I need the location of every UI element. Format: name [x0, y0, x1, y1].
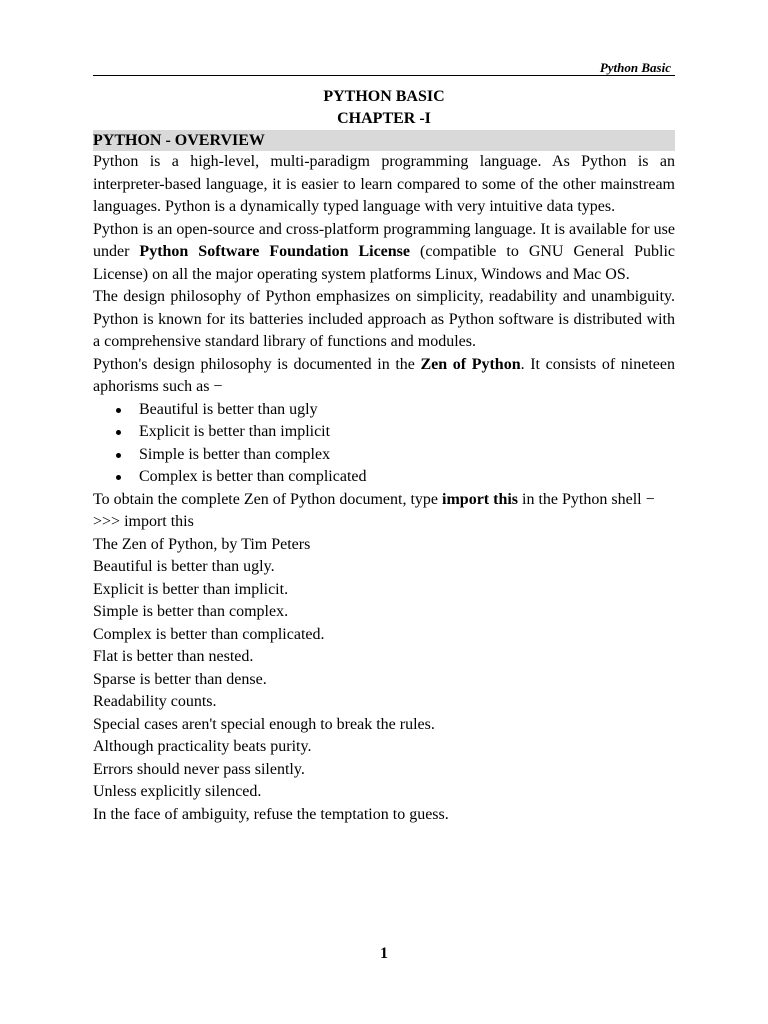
document-title: PYTHON BASIC [323, 88, 445, 105]
zen-line: Unless explicitly silenced. [93, 783, 262, 800]
zen-listing [93, 511, 675, 826]
list-item [139, 399, 675, 422]
zen-line: Special cases aren't special enough to break the rules. [93, 715, 435, 733]
bold-term: import this [442, 490, 519, 508]
zen-line: Flat is better than nested. [93, 648, 254, 665]
paragraph-intro: Python is a high-level, multi-paradigm programming language. As Python is an interpreter-based language, it is easier to learn compared to some of the other mainstream languages. Python is a dynamically typed language with very intuitive data types. [93, 153, 675, 215]
paragraph-text: . It consists of nineteen aphorisms such as − [93, 355, 675, 395]
chapter-label: CHAPTER -I [337, 110, 431, 127]
bullet-icon [116, 475, 121, 480]
zen-line: Although practicality beats purity. [93, 738, 312, 755]
paragraph-import-this [93, 489, 675, 512]
zen-line: >>> import this [93, 513, 194, 530]
list-item [139, 466, 675, 489]
list-item [139, 444, 675, 467]
zen-line: In the face of ambiguity, refuse the temptation to guess. [93, 805, 449, 823]
paragraph-text: (compatible to GNU General Public License) on all the major operating system platforms Linux, Windows and Mac OS. [93, 243, 675, 283]
zen-line: Beautiful is better than ugly. [93, 558, 275, 575]
paragraph-text: Python is an open-source and cross-platform programming language. It is available for use under [93, 220, 675, 260]
running-header-title: Python Basic [599, 60, 671, 75]
zen-line: Readability counts. [93, 693, 217, 710]
bold-term: Python Software Foundation License [139, 243, 410, 260]
paragraph-text: in the Python shell − [518, 490, 655, 508]
zen-line: Explicit is better than implicit. [93, 580, 289, 598]
paragraph-text: Python's design philosophy is documented in the [93, 355, 421, 373]
list-item-text: Simple is better than complex [139, 445, 331, 463]
bullet-icon [116, 453, 121, 458]
page-number: 1 [380, 945, 388, 962]
running-header [93, 60, 675, 76]
bullet-icon [116, 430, 121, 435]
zen-line: Simple is better than complex. [93, 603, 289, 620]
list-item-text: Beautiful is better than ugly [139, 400, 318, 418]
paragraph-text: To obtain the complete Zen of Python document, type [93, 490, 443, 508]
zen-line: Errors should never pass silently. [93, 760, 305, 778]
list-item-text: Complex is better than complicated [139, 468, 367, 485]
zen-line: The Zen of Python, by Tim Peters [93, 535, 311, 553]
list-item [139, 421, 675, 444]
aphorism-list [93, 399, 675, 489]
zen-line: Sparse is better than dense. [93, 670, 267, 688]
section-heading: PYTHON - OVERVIEW [93, 130, 675, 151]
bullet-icon [116, 408, 121, 413]
paragraph-license [93, 219, 675, 287]
paragraph-design-philosophy: The design philosophy of Python emphasizes on simplicity, readability and unambiguity. Python is known for its batteries included approach as Python software is distributed with a comprehensive standard library of functions and modules. [93, 288, 675, 350]
zen-line: Complex is better than complicated. [93, 625, 325, 643]
bold-term: Zen of Python [420, 355, 521, 373]
paragraph-zen-intro [93, 354, 675, 399]
page-content [93, 86, 675, 826]
list-item-text: Explicit is better than implicit [139, 423, 331, 440]
